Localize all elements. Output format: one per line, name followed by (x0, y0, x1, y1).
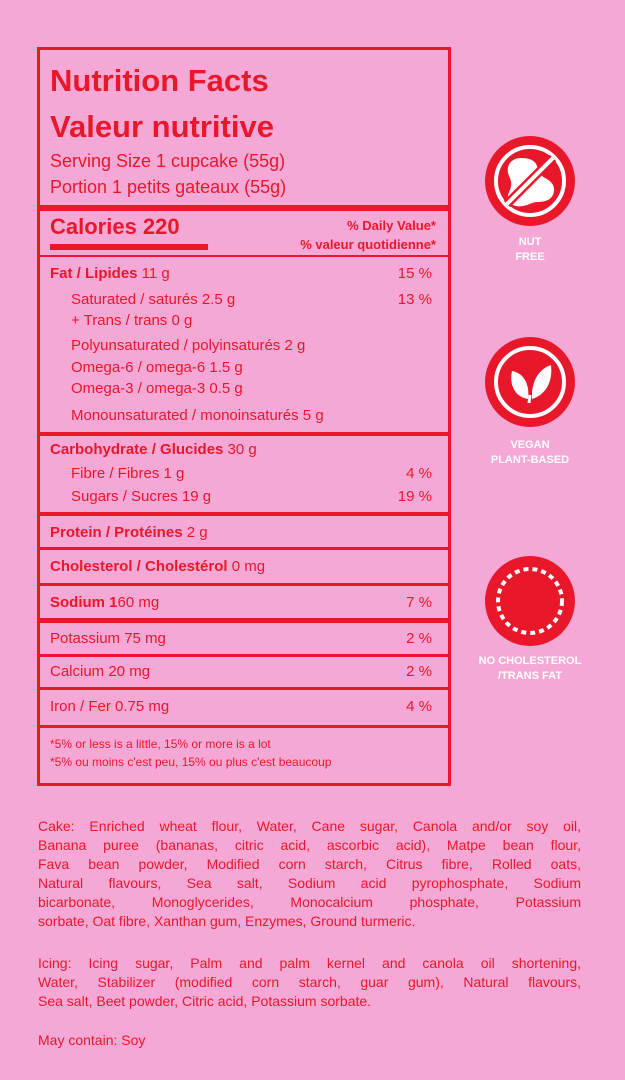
cake-ingredients-line: Cake: Enriched wheat flour, Water, Cane sugar, Canola and/or soy oil, (38, 818, 581, 834)
divider (40, 255, 448, 257)
potassium-label: Potassium 75 mg (50, 630, 166, 647)
calcium-pct: 2 % (406, 663, 432, 680)
sugars-label: Sugars / Sucres 19 g (71, 488, 212, 505)
serving-size-fr: Portion 1 petits gateaux (55g) (50, 177, 287, 197)
cake-ingredients-line: sorbate, Oat fibre, Xanthan gum, Enzymes, Ground turmeric. (38, 913, 416, 929)
cake-ingredients (38, 817, 581, 931)
divider (40, 583, 448, 586)
potassium-pct: 2 % (406, 630, 432, 647)
title-en: Nutrition Facts (50, 63, 269, 98)
saturated-row (71, 290, 432, 310)
footnote-fr: *5% ou moins c'est peu, 15% ou plus c'est beaucoup (50, 755, 332, 769)
protein-label: Protein / Protéines (50, 524, 183, 541)
potassium-row (50, 629, 432, 649)
leaf-icon (485, 337, 575, 427)
no-cholesterol-badge (485, 556, 575, 646)
sugars-pct: 19 % (397, 488, 432, 505)
nut-free-label-line2: FREE (515, 251, 545, 263)
carbohydrate-row (50, 440, 432, 460)
no-cholesterol-label-line2: /TRANS FAT (498, 670, 562, 682)
monounsaturated-row: Monounsaturated / monoinsaturés 5 g (71, 407, 324, 424)
divider-thick (40, 205, 448, 211)
fat-row (50, 264, 432, 284)
cholesterol-row (50, 557, 432, 577)
saturated-label: Saturated / saturés 2.5 g (71, 291, 236, 308)
divider-thick (40, 618, 448, 623)
divider (40, 654, 448, 657)
fibre-label: Fibre / Fibres 1 g (71, 465, 185, 482)
sodium-row (50, 593, 432, 613)
cholesterol-value: 0 mg (227, 558, 266, 575)
cholesterol-label: Cholesterol / Cholestérol (50, 558, 228, 575)
title-fr: Valeur nutritive (50, 109, 274, 144)
sodium-value: 60 mg (117, 594, 160, 611)
daily-value-fr: % valeur quotidienne* (300, 237, 436, 252)
vegan-label-line2: PLANT-BASED (490, 454, 570, 466)
calcium-label: Calcium 20 mg (50, 663, 151, 680)
daily-value-en: % Daily Value* (347, 218, 436, 233)
protein-row (50, 523, 432, 543)
trans-row: + Trans / trans 0 g (71, 312, 193, 329)
divider (40, 725, 448, 728)
omega3-row: Omega-3 / omega-3 0.5 g (71, 380, 243, 397)
iron-label: Iron / Fer 0.75 mg (50, 698, 170, 715)
protein-value: 2 g (182, 524, 208, 541)
calories-underline (50, 244, 208, 250)
divider (40, 687, 448, 690)
carbohydrate-value: 30 g (223, 441, 257, 458)
may-contain: May contain: Soy (38, 1032, 146, 1048)
omega6-row: Omega-6 / omega-6 1.5 g (71, 359, 243, 376)
icing-ingredients-line: Water, Stabilizer (modified corn starch, guar gum), Natural flavours, (38, 974, 581, 990)
vegan-label-line1: VEGAN (510, 439, 550, 451)
divider (40, 547, 448, 550)
sodium-label: Sodium 1 (50, 594, 118, 611)
icing-ingredients-line: Icing: Icing sugar, Palm and palm kernel and canola oil shortening, (38, 955, 581, 971)
calcium-row (50, 662, 432, 682)
fat-value: 11 g (137, 265, 170, 282)
iron-pct: 4 % (406, 698, 432, 715)
fat-label: Fat / Lipides (50, 265, 138, 282)
no-cholesterol-label-line1: NO CHOLESTEROL (478, 655, 582, 667)
nut-free-icon (485, 136, 575, 226)
vegan-badge (485, 337, 575, 427)
icing-ingredients-line: Sea salt, Beet powder, Citric acid, Potassium sorbate. (38, 993, 372, 1009)
divider (40, 512, 448, 516)
cake-ingredients-line: Fava bean powder, Modified corn starch, Citrus fibre, Rolled oats, (38, 856, 581, 872)
cake-ingredients-line: Natural flavours, Sea salt, Sodium acid pyrophosphate, Sodium (38, 875, 581, 891)
iron-row (50, 697, 432, 717)
icing-ingredients (38, 954, 581, 1011)
calories: Calories 220 (50, 214, 180, 239)
nut-free-badge (485, 136, 575, 226)
daily-value-header (300, 216, 436, 254)
sodium-pct: 7 % (406, 594, 432, 611)
no-cholesterol-label (430, 654, 625, 684)
fibre-row (71, 464, 432, 484)
carbohydrate-label: Carbohydrate / Glucides (50, 441, 224, 458)
fibre-pct: 4 % (406, 465, 432, 482)
fat-pct: 15 % (397, 265, 432, 282)
nutrition-facts-panel (37, 47, 451, 786)
vegan-label (430, 438, 625, 468)
sugars-row (71, 487, 432, 507)
polyunsaturated-row: Polyunsaturated / polyinsaturés 2 g (71, 337, 306, 354)
serving-size-en: Serving Size 1 cupcake (55g) (50, 151, 286, 171)
no-cholesterol-icon (485, 556, 575, 646)
nut-free-label-line1: NUT (518, 236, 542, 248)
nut-free-label (430, 235, 625, 265)
cake-ingredients-line: bicarbonate, Monoglycerides, Monocalcium phosphate, Potassium (38, 894, 581, 910)
cake-ingredients-line: Banana puree (bananas, citric acid, ascorbic acid), Matpe bean flour, (38, 837, 581, 853)
saturated-pct: 13 % (397, 291, 432, 308)
divider (40, 432, 448, 436)
footnote-en: *5% or less is a little, 15% or more is a lot (50, 737, 271, 751)
